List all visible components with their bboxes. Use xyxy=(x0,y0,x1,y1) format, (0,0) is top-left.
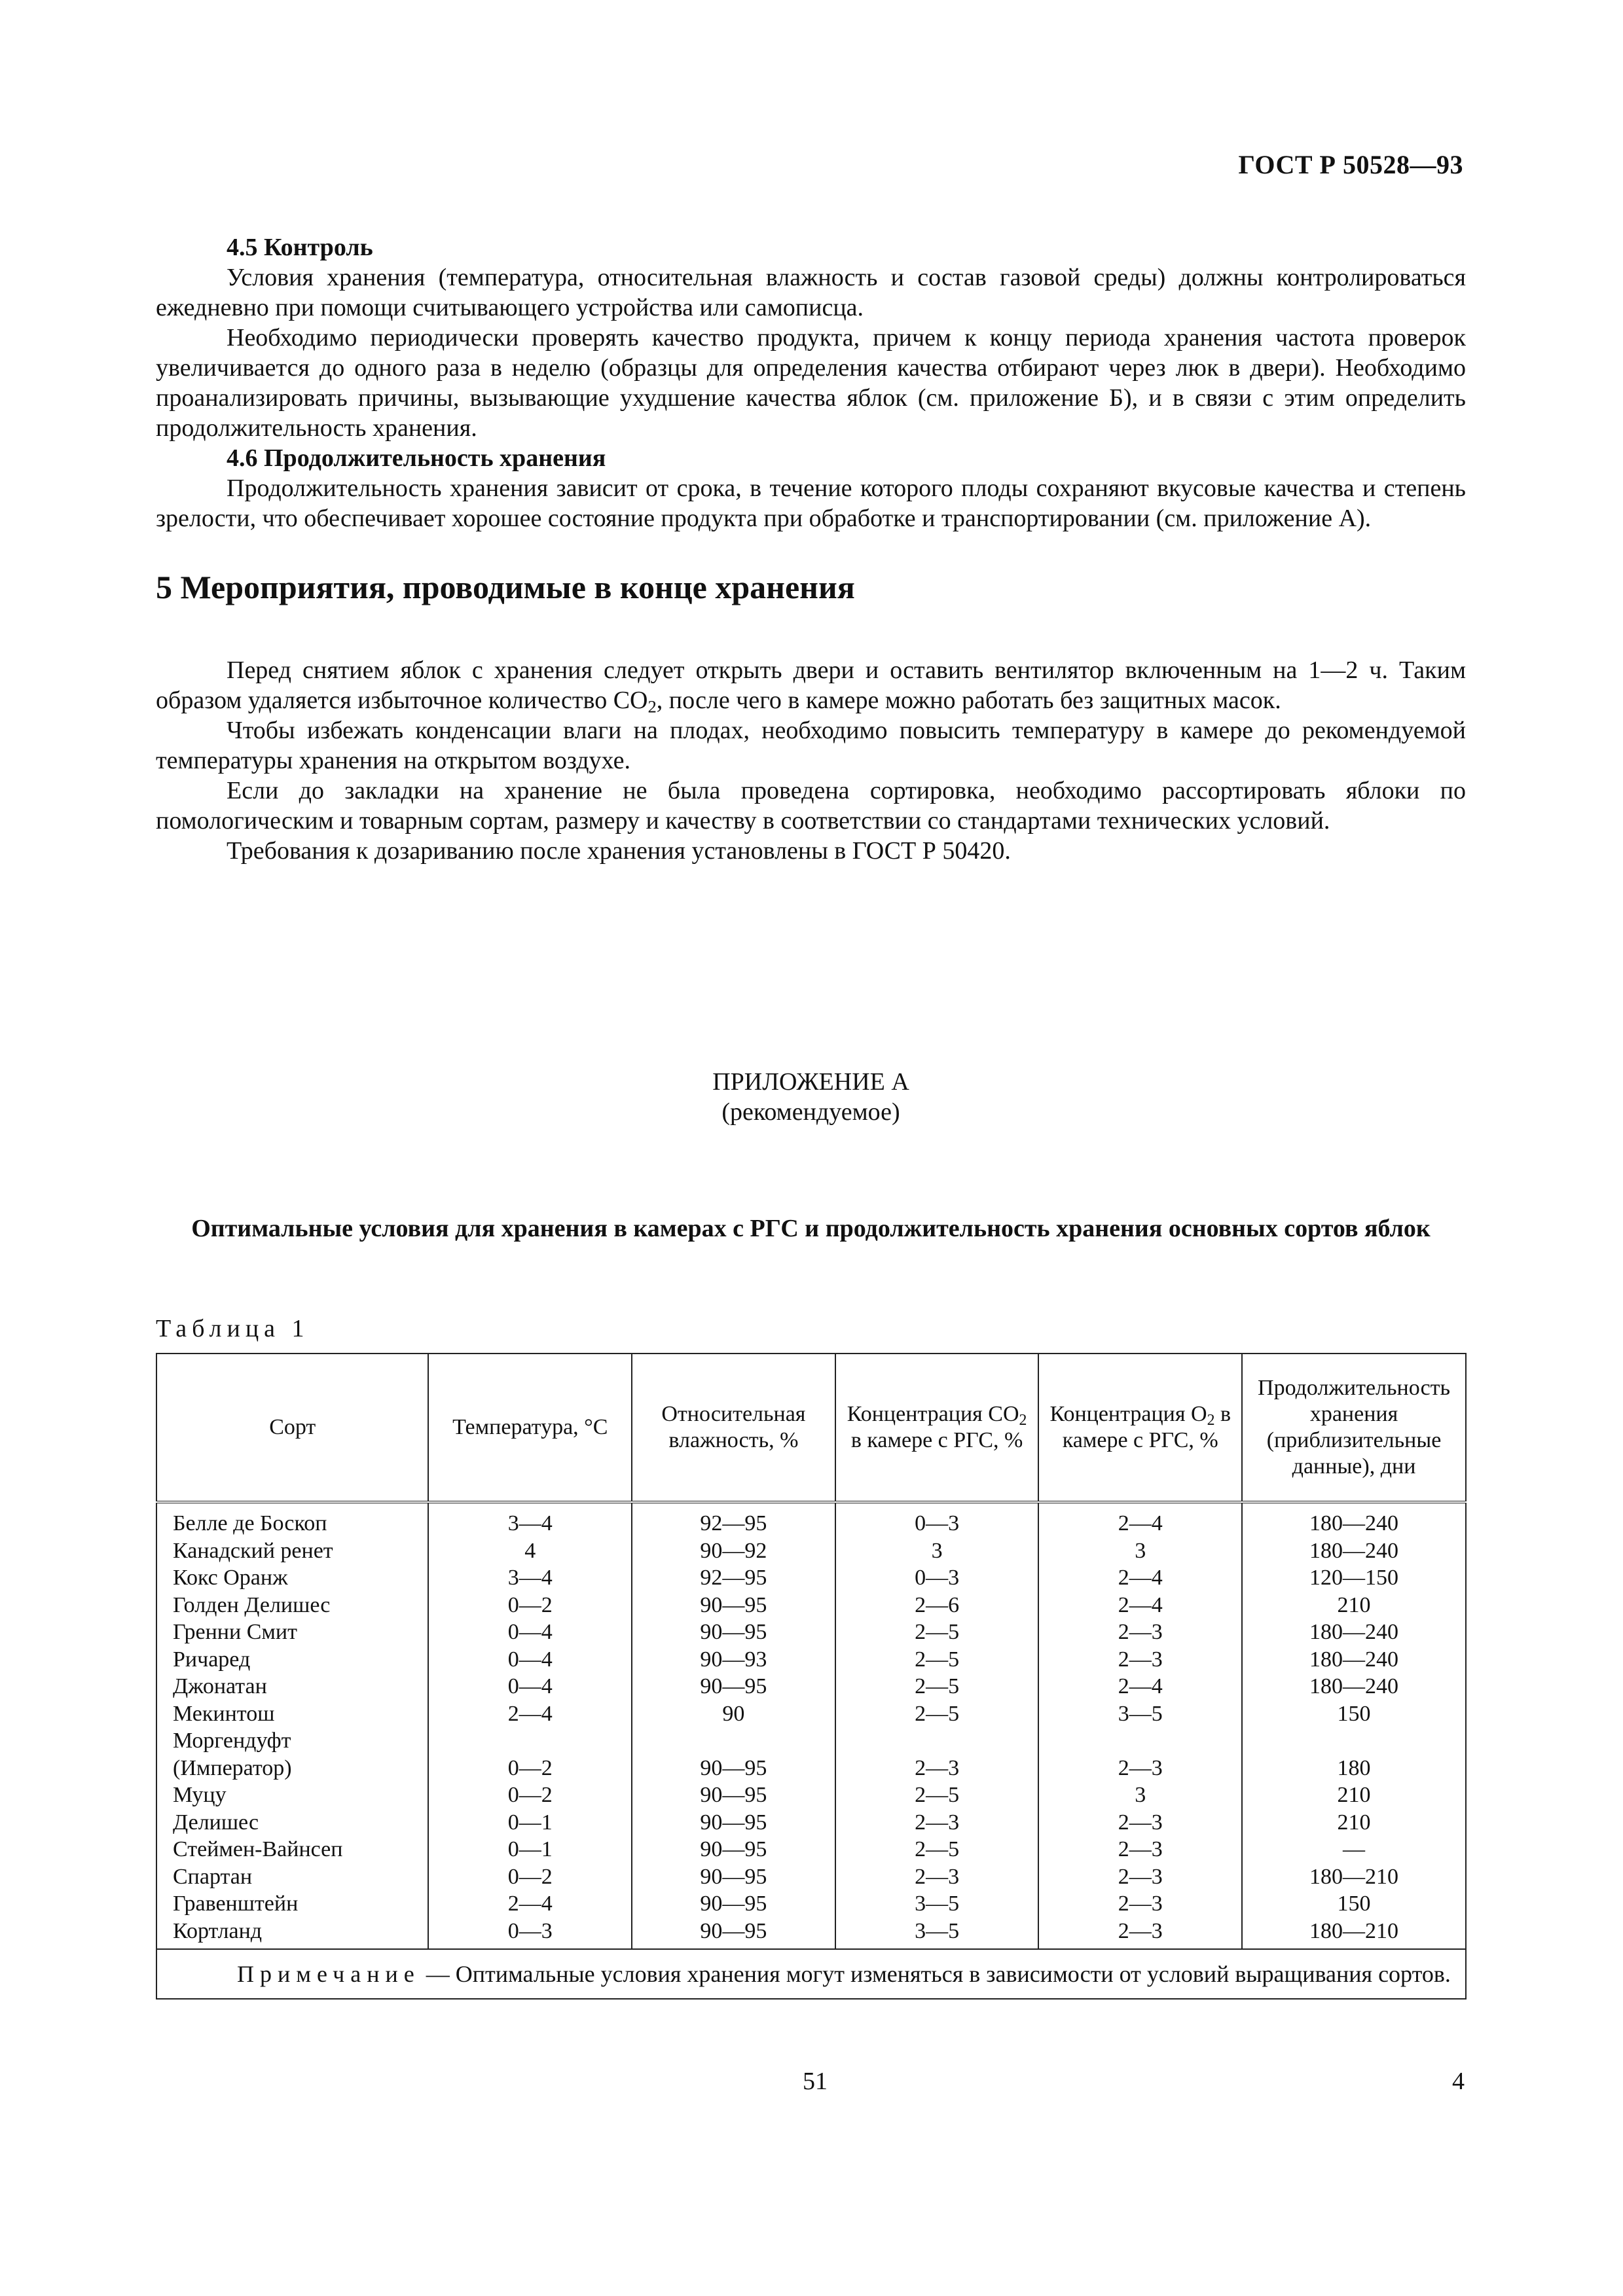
page-number-right: 4 xyxy=(1452,2068,1465,2095)
cell-temperature-9: 0—2 xyxy=(507,1755,553,1780)
section-4-5-paragraph-1: Условия хранения (температура, относительная влажность и состав газовой среды) должны контролироваться ежедневно при помощи считывающего устройства или самописца. xyxy=(156,264,1466,321)
cell-temperature-6: 0—4 xyxy=(507,1674,553,1698)
cell-temperature-14: 2—4 xyxy=(507,1892,553,1916)
header-co2: Концентрация $СО_2$ в камере с РГС, % xyxy=(835,1354,1039,1502)
column-co2 xyxy=(836,1503,1038,1948)
cell-temperature-1: 4 xyxy=(524,1538,536,1563)
cell-humidity-10: 90—95 xyxy=(700,1783,767,1807)
cell-co2-0: 0—3 xyxy=(915,1511,960,1535)
section-4-6-title: 4.6 Продолжительность хранения xyxy=(227,444,606,472)
cell-duration-2: 120—150 xyxy=(1309,1566,1399,1590)
cell-temperature-10: 0—2 xyxy=(507,1783,553,1807)
cell-co2-11: 2—3 xyxy=(915,1810,960,1835)
cell-duration-6: 180—240 xyxy=(1309,1674,1399,1698)
cell-o2-15: 2—3 xyxy=(1118,1918,1163,1943)
cell-sort-12: Стеймен-Вайнсеп xyxy=(173,1837,343,1861)
cell-temperature-2: 3—4 xyxy=(507,1566,553,1590)
cell-o2-6: 2—4 xyxy=(1118,1674,1163,1698)
cell-co2-1: 3 xyxy=(931,1538,943,1563)
cell-humidity-14: 90—95 xyxy=(700,1892,767,1916)
cell-co2-15: 3—5 xyxy=(915,1918,960,1943)
cell-o2-9: 2—3 xyxy=(1118,1755,1163,1780)
cell-sort-3: Голден Делишес xyxy=(173,1592,331,1617)
cell-co2-14: 3—5 xyxy=(915,1892,960,1916)
cell-o2-4: 2—3 xyxy=(1118,1620,1163,1644)
cell-sort-2: Кокс Оранж xyxy=(173,1566,288,1590)
column-temperature xyxy=(429,1503,631,1948)
cell-duration-10: 210 xyxy=(1337,1783,1371,1807)
cell-sort-7: Мекинтош xyxy=(173,1701,275,1726)
cell-duration-8 xyxy=(1243,1727,1465,1755)
cell-co2-13: 2—3 xyxy=(915,1864,960,1889)
header-duration: Продолжительность хранения (приблизительные данные), дни xyxy=(1242,1354,1466,1502)
main-text xyxy=(156,232,1466,866)
header-o2: Концентрация $О_2$ в камере с РГС, % xyxy=(1038,1354,1242,1502)
column-sort xyxy=(157,1503,428,1948)
cell-duration-4: 180—240 xyxy=(1309,1620,1399,1644)
cell-sort-0: Белле де Боскоп xyxy=(173,1511,327,1535)
cell-temperature-13: 0—2 xyxy=(507,1864,553,1889)
cell-duration-15: 180—210 xyxy=(1309,1918,1399,1943)
cell-humidity-0: 92—95 xyxy=(700,1511,767,1535)
cell-duration-14: 150 xyxy=(1337,1892,1371,1916)
cell-temperature-15: 0—3 xyxy=(507,1918,553,1943)
header-sort: Сорт xyxy=(156,1354,428,1502)
cell-o2-10: 3 xyxy=(1135,1783,1146,1807)
cell-co2-5: 2—5 xyxy=(915,1647,960,1672)
cell-o2-11: 2—3 xyxy=(1118,1810,1163,1835)
cell-co2-10: 2—5 xyxy=(915,1783,960,1807)
cell-duration-9: 180 xyxy=(1337,1755,1371,1780)
cell-temperature-7: 2—4 xyxy=(507,1701,553,1726)
appendix-status: (рекомендуемое) xyxy=(721,1098,900,1126)
cell-humidity-6: 90—95 xyxy=(700,1674,767,1698)
section-4-6-paragraph-1: Продолжительность хранения зависит от срока, в течение которого плоды сохраняют вкусовые качества и степень зрелости, что обеспечивает хорошее состояние продукта при обработке и транспортировании (см. приложение А). xyxy=(156,475,1466,532)
cell-humidity-9: 90—95 xyxy=(700,1755,767,1780)
cell-sort-11: Делишес xyxy=(173,1810,259,1835)
cell-duration-1: 180—240 xyxy=(1309,1538,1399,1563)
cell-co2-6: 2—5 xyxy=(915,1674,960,1698)
cell-humidity-3: 90—95 xyxy=(700,1592,767,1617)
section-5-paragraph-1: Перед снятием яблок с хранения следует открыть двери и оставить вентилятор включенным на 1—2 ч. Таким образом удаляется избыточное количество $СО_2$, после чего в камере можно работать без защитных масок. xyxy=(156,656,1466,717)
cell-duration-7: 150 xyxy=(1337,1701,1371,1726)
cell-humidity-1: 90—92 xyxy=(700,1538,767,1563)
cell-humidity-8 xyxy=(632,1727,835,1755)
appendix-heading xyxy=(156,1067,1466,1127)
cell-co2-2: 0—3 xyxy=(915,1566,960,1590)
table-body-row xyxy=(156,1503,1466,1949)
cell-co2-8 xyxy=(836,1727,1038,1755)
cell-co2-12: 2—5 xyxy=(915,1837,960,1861)
cell-duration-11: 210 xyxy=(1337,1810,1371,1835)
column-duration xyxy=(1243,1503,1465,1948)
cell-co2-9: 2—3 xyxy=(915,1755,960,1780)
cell-temperature-0: 3—4 xyxy=(507,1511,553,1535)
cell-humidity-11: 90—95 xyxy=(700,1810,767,1835)
cell-sort-14: Гравенштейн xyxy=(173,1892,299,1916)
section-5-paragraph-4: Требования к дозариванию после хранения установлены в ГОСТ Р 50420. xyxy=(227,837,1011,865)
table-note xyxy=(156,1949,1466,1999)
cell-sort-1: Канадский ренет xyxy=(173,1538,333,1563)
column-o2 xyxy=(1039,1503,1241,1948)
cell-sort-10: Муцу xyxy=(173,1783,227,1807)
header-temperature: Температура, °С xyxy=(428,1354,632,1502)
cell-sort-5: Ричаред xyxy=(173,1647,251,1672)
cell-sort-6: Джонатан xyxy=(173,1674,267,1698)
cell-temperature-12: 0—1 xyxy=(507,1837,553,1861)
section-5-title: 5 Мероприятия, проводимые в конце хранения xyxy=(156,569,855,605)
cell-humidity-12: 90—95 xyxy=(700,1837,767,1861)
cell-sort-8: Моргендуфт xyxy=(173,1729,291,1753)
cell-o2-13: 2—3 xyxy=(1118,1864,1163,1889)
cell-o2-12: 2—3 xyxy=(1118,1837,1163,1861)
table-header-row xyxy=(156,1354,1466,1502)
appendix-title: Оптимальные условия для хранения в камерах с РГС и продолжительность хранения основных сортов яблок xyxy=(191,1215,1431,1242)
cell-o2-8 xyxy=(1039,1727,1241,1755)
cell-o2-14: 2—3 xyxy=(1118,1892,1163,1916)
section-5-paragraph-3: Если до закладки на хранение не была проведена сортировка, необходимо рассортировать яблоки по помологическим и товарным сортам, размеру и качеству в соответствии со стандартами технических условий. xyxy=(156,777,1466,834)
cell-co2-7: 2—5 xyxy=(915,1701,960,1726)
cell-humidity-15: 90—95 xyxy=(700,1918,767,1943)
cell-duration-12: — xyxy=(1343,1837,1366,1861)
cell-o2-1: 3 xyxy=(1135,1538,1146,1563)
column-humidity xyxy=(632,1503,835,1948)
cell-o2-7: 3—5 xyxy=(1118,1701,1163,1726)
cell-temperature-11: 0—1 xyxy=(507,1810,553,1835)
cell-o2-3: 2—4 xyxy=(1118,1592,1163,1617)
cell-duration-13: 180—210 xyxy=(1309,1864,1399,1889)
page-number-center: 51 xyxy=(803,2068,828,2095)
cell-co2-4: 2—5 xyxy=(915,1620,960,1644)
note-text: — Оптимальные условия хранения могут изменяться в зависимости от условий выращивания сортов. xyxy=(420,1961,1451,1987)
cell-sort-15: Кортланд xyxy=(173,1918,263,1943)
document-code: ГОСТ Р 50528—93 xyxy=(1238,150,1463,179)
cell-o2-5: 2—3 xyxy=(1118,1647,1163,1672)
section-4-5-title: 4.5 Контроль xyxy=(227,234,373,261)
cell-duration-3: 210 xyxy=(1337,1592,1371,1617)
cell-sort-4: Гренни Смит xyxy=(173,1620,297,1644)
storage-conditions-table xyxy=(156,1353,1467,2000)
cell-temperature-8 xyxy=(429,1727,631,1755)
appendix-label: ПРИЛОЖЕНИЕ А xyxy=(712,1068,909,1096)
cell-duration-0: 180—240 xyxy=(1309,1511,1399,1535)
cell-temperature-4: 0—4 xyxy=(507,1620,553,1644)
cell-humidity-7: 90 xyxy=(722,1701,745,1726)
cell-duration-5: 180—240 xyxy=(1309,1647,1399,1672)
cell-co2-3: 2—6 xyxy=(915,1592,960,1617)
cell-o2-2: 2—4 xyxy=(1118,1566,1163,1590)
cell-temperature-5: 0—4 xyxy=(507,1647,553,1672)
header-humidity: Относительная влажность, % xyxy=(632,1354,835,1502)
cell-sort-9: (Император) xyxy=(173,1755,292,1780)
cell-humidity-2: 92—95 xyxy=(700,1566,767,1590)
cell-humidity-13: 90—95 xyxy=(700,1864,767,1889)
table-note-row xyxy=(156,1949,1466,1999)
cell-humidity-4: 90—95 xyxy=(700,1620,767,1644)
cell-humidity-5: 90—93 xyxy=(700,1647,767,1672)
cell-sort-13: Спартан xyxy=(173,1864,253,1889)
note-label: Примечание xyxy=(237,1961,420,1987)
section-5-paragraph-2: Чтобы избежать конденсации влаги на плодах, необходимо повысить температуру в камере до рекомендуемой температуры хранения на открытом воздухе. xyxy=(156,717,1466,774)
cell-o2-0: 2—4 xyxy=(1118,1511,1163,1535)
section-4-5-paragraph-2: Необходимо периодически проверять качество продукта, причем к концу периода хранения частота проверок увеличивается до одного раза в неделю (образцы для определения качества отбирают через люк в двери). Необходимо проанализировать причины, вызывающие ухудшение качества яблок (см. приложение Б), и в связи с этим определить продолжительность хранения. xyxy=(156,324,1466,442)
cell-temperature-3: 0—2 xyxy=(507,1592,553,1617)
table-label: Таблица 1 xyxy=(156,1315,310,1342)
